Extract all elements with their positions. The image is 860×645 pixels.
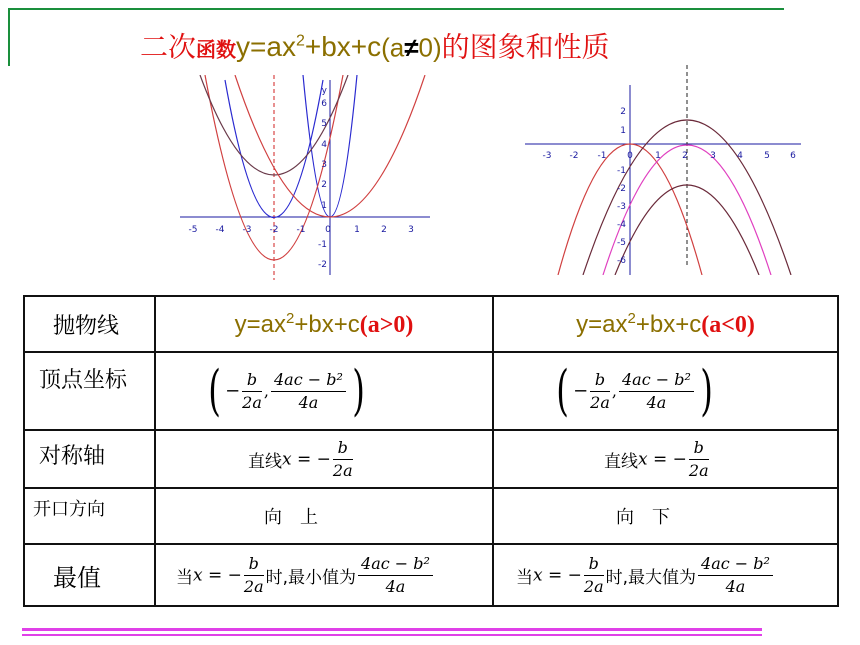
frac-num: 4ac − b² (698, 553, 773, 576)
frac-num: b (333, 437, 353, 460)
frac-num: 4ac − b² (271, 369, 346, 392)
x-tick: -3 (542, 151, 552, 161)
y-tick: 2 (321, 180, 327, 190)
fraction-4ac-b2-4a (698, 553, 773, 598)
direction-down: 向 下 (616, 507, 670, 528)
title-cond-end: 0) (418, 32, 442, 63)
x-tick: -1 (597, 151, 607, 161)
comma: , (263, 381, 269, 401)
y-tick: -6 (617, 256, 626, 266)
frac-num: b (242, 369, 262, 392)
title-part3: 的图象和性质 (441, 30, 610, 64)
formula-rest: +bx+c (635, 310, 702, 338)
frac-num: b (590, 369, 610, 392)
fraction-b-2a (689, 437, 709, 482)
comma: , (611, 381, 617, 401)
axis-eq: x = − (282, 449, 331, 469)
graph-downward-parabolas (523, 65, 803, 275)
frac-num: b (584, 553, 604, 576)
bottom-divider-bottom (22, 634, 762, 636)
fraction-4ac-b2-4a (619, 369, 694, 414)
formula-cond: (a>0) (359, 311, 414, 338)
frac-den: 4a (646, 392, 667, 412)
graph-upward-parabolas (175, 75, 435, 280)
y-tick-labels (617, 107, 626, 266)
properties-table (23, 295, 839, 607)
frame-top-line (8, 8, 784, 10)
when-text: 当 (516, 567, 533, 588)
fraction-4ac-b2-4a (271, 369, 346, 414)
fraction-b-2a (584, 553, 604, 598)
y-tick: -5 (617, 238, 626, 248)
x-tick: 1 (354, 225, 360, 235)
frac-den: 2a (242, 392, 262, 412)
formula-lhs: y=ax (576, 310, 628, 338)
formula-rest: +bx+c (294, 310, 360, 338)
paren-close: ) (352, 359, 365, 422)
frac-den: 2a (243, 576, 264, 596)
x-eq: x = − (193, 565, 242, 585)
row-label-extremum: 最值 (24, 544, 155, 606)
frac-den: 2a (583, 576, 604, 596)
x-tick: 4 (737, 151, 743, 161)
title-part1: 二次 (140, 30, 197, 64)
formula-a-negative (493, 296, 838, 352)
title-formula-rest: +bx+c (304, 31, 382, 63)
axis-prefix: 直线 (604, 451, 638, 472)
vertex-formula-positive (155, 352, 493, 430)
when-text: 当 (176, 567, 193, 588)
x-tick: 0 (325, 225, 331, 235)
minus-sign: − (225, 380, 241, 402)
x-tick: 1 (655, 151, 661, 161)
table-row-axis (24, 430, 838, 488)
paren-open: ( (208, 359, 221, 422)
formula-exp: 2 (285, 309, 295, 327)
paren-open: ( (556, 359, 569, 422)
title-cond (381, 32, 442, 62)
title-formula-lhs: y=ax (236, 31, 296, 63)
frac-num: b (244, 553, 264, 576)
frac-den: 2a (590, 392, 610, 412)
y-tick: -1 (318, 240, 327, 250)
x-tick: 0 (627, 151, 633, 161)
frac-num: 4ac − b² (358, 553, 433, 576)
x-tick: -4 (215, 225, 225, 235)
x-tick: -3 (242, 225, 252, 235)
table-row-vertex (24, 352, 838, 430)
min-value-text: 时,最小值为 (265, 567, 357, 588)
y-tick: 6 (321, 99, 327, 109)
formula-exp: 2 (627, 309, 636, 327)
max-value-text: 时,最大值为 (605, 567, 697, 588)
y-tick: -3 (617, 202, 626, 212)
x-tick: -2 (269, 225, 279, 235)
title-cond-start: (a (381, 32, 405, 63)
extremum-min (155, 544, 493, 606)
fraction-4ac-b2-4a (358, 553, 433, 598)
axis-formula-positive (155, 430, 493, 488)
fraction-b-2a (244, 553, 264, 598)
formula-a-positive (155, 296, 493, 352)
x-tick: 2 (381, 225, 387, 235)
row-label-opening: 开口方向 (24, 488, 155, 544)
formula-cond: (a<0) (701, 311, 755, 338)
vertex-formula-negative (493, 352, 838, 430)
table-row-opening (24, 488, 838, 544)
bottom-divider-top (22, 628, 762, 631)
y-tick: 2 (620, 107, 626, 117)
direction-up: 向 上 (264, 507, 318, 528)
title-part2: 函数 (196, 37, 237, 62)
title-neq: ≠ (404, 32, 419, 63)
y-axis-label: y (321, 86, 327, 96)
y-tick: -4 (617, 220, 626, 230)
row-label-vertex: 顶点坐标 (24, 352, 155, 430)
title-formula-exp: 2 (295, 33, 305, 50)
x-tick: 3 (710, 151, 716, 161)
x-tick-labels (543, 151, 797, 161)
y-tick: 4 (321, 140, 327, 150)
frame-left-line (8, 8, 10, 66)
extremum-max (493, 544, 838, 606)
x-tick: -1 (296, 225, 306, 235)
fraction-b-2a (242, 369, 262, 414)
frac-num: b (689, 437, 709, 460)
axis-formula-negative (493, 430, 838, 488)
y-tick: 5 (321, 119, 327, 129)
fraction-b-2a (590, 369, 610, 414)
frac-den: 4a (385, 576, 406, 596)
x-tick: -2 (569, 151, 579, 161)
opening-down (493, 488, 838, 544)
frac-den: 4a (298, 392, 319, 412)
y-tick: 3 (321, 160, 327, 170)
page-title (140, 22, 760, 62)
y-tick: 1 (321, 201, 327, 211)
minus-sign: − (573, 380, 589, 402)
opening-up (155, 488, 493, 544)
title-formula (236, 31, 381, 62)
x-tick: -5 (188, 225, 198, 235)
fraction-b-2a (333, 437, 353, 482)
row-label-axis: 对称轴 (24, 430, 155, 488)
frac-den: 4a (725, 576, 746, 596)
axis-prefix: 直线 (248, 451, 282, 472)
x-tick: 2 (682, 151, 688, 161)
frac-den: 2a (688, 460, 709, 480)
x-eq: x = − (533, 565, 582, 585)
y-tick: -1 (617, 166, 626, 176)
row-label-parabola: 抛物线 (24, 296, 155, 352)
paren-close: ) (700, 359, 713, 422)
x-tick: 3 (408, 225, 414, 235)
table-row-parabola (24, 296, 838, 352)
axis-eq: x = − (638, 449, 687, 469)
frac-num: 4ac − b² (619, 369, 694, 392)
table-row-extremum (24, 544, 838, 606)
x-tick: 6 (790, 151, 796, 161)
frac-den: 2a (332, 460, 353, 480)
x-tick: 5 (764, 151, 770, 161)
y-tick: -2 (617, 184, 626, 194)
y-tick: -2 (318, 260, 327, 270)
x-tick-labels (189, 225, 414, 235)
y-tick: 1 (620, 126, 626, 136)
formula-lhs: y=ax (234, 310, 286, 338)
